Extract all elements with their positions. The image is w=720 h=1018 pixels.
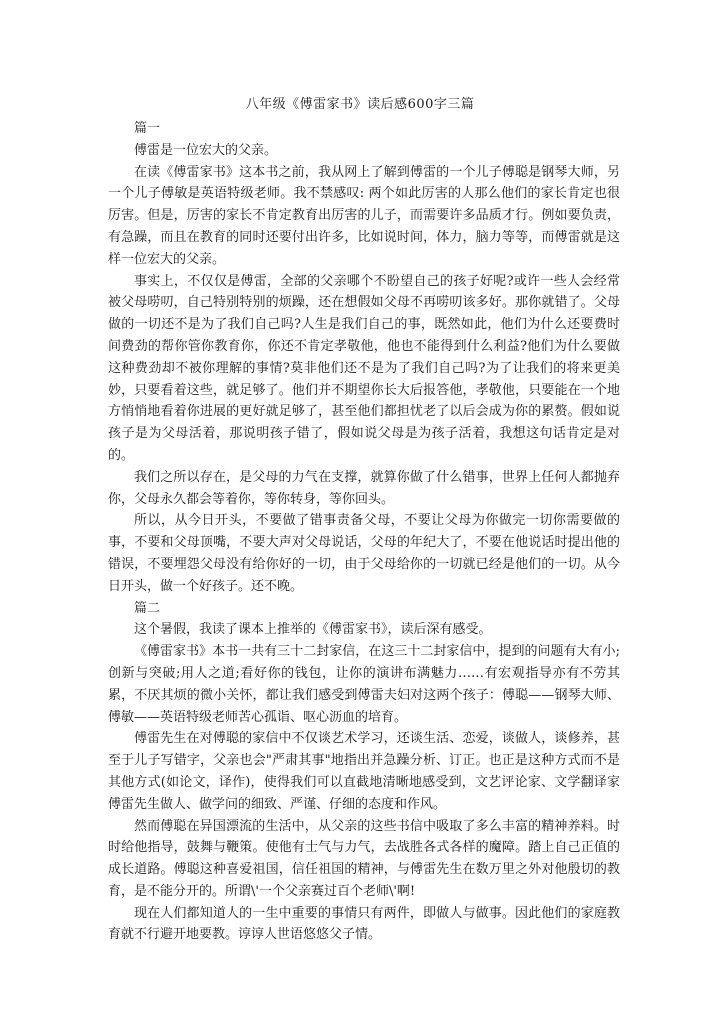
paragraph: 这个暑假，我读了课本上推举的《傅雷家书》，读后深有感受。: [134, 622, 492, 638]
paragraph: 《傅雷家书》本书一共有三十二封家信，在这三十二封家信中，提到的问题有大有小;创新与突破;用人之道;看好你的钱包，让你的演讲布满魅力……有宏观指导亦有不劳其累，不厌其烦的微小关怀，都让我们感受到傅雷夫妇对这两个孩子：傅聪——钢琴大师、傅敏——英语特级老师苦心孤诣、呕心沥血的培育。: [108, 644, 620, 725]
paragraph: 我们之所以存在，是父母的力气在支撑，就算你做了什么错事，世界上任何人都抛弃你，父母永久都会等着你，等你转身，等你回头。: [108, 469, 620, 507]
section-heading-one: 篇一: [134, 121, 161, 136]
document-title: 八年级《傅雷家书》读后感600字三篇: [245, 97, 475, 112]
paragraph: 事实上，不仅仅是傅雷，全部的父亲哪个不盼望自己的孩子好呢?或许一些人会经常被父母唠叨，自己特别特别的烦躁，还在想假如父母不再唠叨该多好。那你就错了。父母做的一切还不是为了我们自己吗?人生是我们自己的事，既然如此，他们为什么还要费时间费劲的帮你管你教育你，你还不肯定孝敬他，他也不能得到什么利益?他们为什么要做这种费劲却不被你理解的事情?莫非他们还不是为了我们自己吗?为了让我们的将来更美妙，只要看着这些，就足够了。他们并不期望你长大后报答他，孝敬他，只要能在一个地方悄悄地看着你进展的更好就足够了，甚至他们都担忧老了以后会成为你的累赘。假如说孩子是为父母活着，那说明孩子错了，假如说父母是为孩子活着，我想这句话肯定是对的。: [108, 273, 620, 463]
paragraph: 傅雷是一位宏大的父亲。: [134, 142, 278, 158]
paragraph: 所以，从今日开头，不要做了错事责备父母，不要让父母为你做完一切你需要做的事，不要和父母顶嘴，不要大声对父母说话，父母的年纪大了，不要在他说话时提出他的错误，不要埋怨父母没有给你好的一切，由于父母给你的一切就已经是他们的一切。从今日开头，做一个好孩子。还不晚。: [108, 513, 620, 594]
section-heading-two: 篇二: [134, 600, 161, 616]
document-body: [108, 118, 620, 946]
paragraph: 现在人们都知道人的一生中重要的事情只有两件，即做人与做事。因此他们的家庭教育就不行避开地要教。谆谆人世语悠悠父子情。: [108, 905, 620, 943]
paragraph: 然而傅聪在异国漂流的生活中，从父亲的这些书信中吸取了多么丰富的精神养料。时时给他指导，鼓舞与鞭策。使他有士气与力气，去战胜各式各样的魔障。踏上自己正值的成长道路。傅聪这种喜爱祖国，信任祖国的精神，与傅雷先生在数万里之外对他殷切的教育，是不能分开的。所谓\'一个父亲赛过百个老师\'啊!: [108, 818, 620, 899]
paragraph: 在读《傅雷家书》这本书之前，我从网上了解到傅雷的一个儿子傅聪是钢琴大师，另一个儿子傅敏是英语特级老师。我不禁感叹: 两个如此厉害的人那么他们的家长肯定也很厉害。但是，厉害的家长不肯定教育出厉害的儿子，而需要许多品质才行。例如要负责，有急躁，而且在教育的同时还要付出许多，比如说时间，体力，脑力等等，而傅雷就是这样一位宏大的父亲。: [108, 164, 620, 267]
paragraph: 傅雷先生在对傅聪的家信中不仅谈艺术学习，还谈生活、恋爱，谈做人，谈修养，甚至于儿子写错字，父亲也会"严肃其事"地指出并急躁分析、订正。也正是这种方式而不是其他方式(如论文，译作)，使得我们可以直截地清晰地感受到，文艺评论家、文学翻译家傅雷先生做人、做学问的细致、严谨、仔细的态度和作风。: [108, 731, 620, 812]
